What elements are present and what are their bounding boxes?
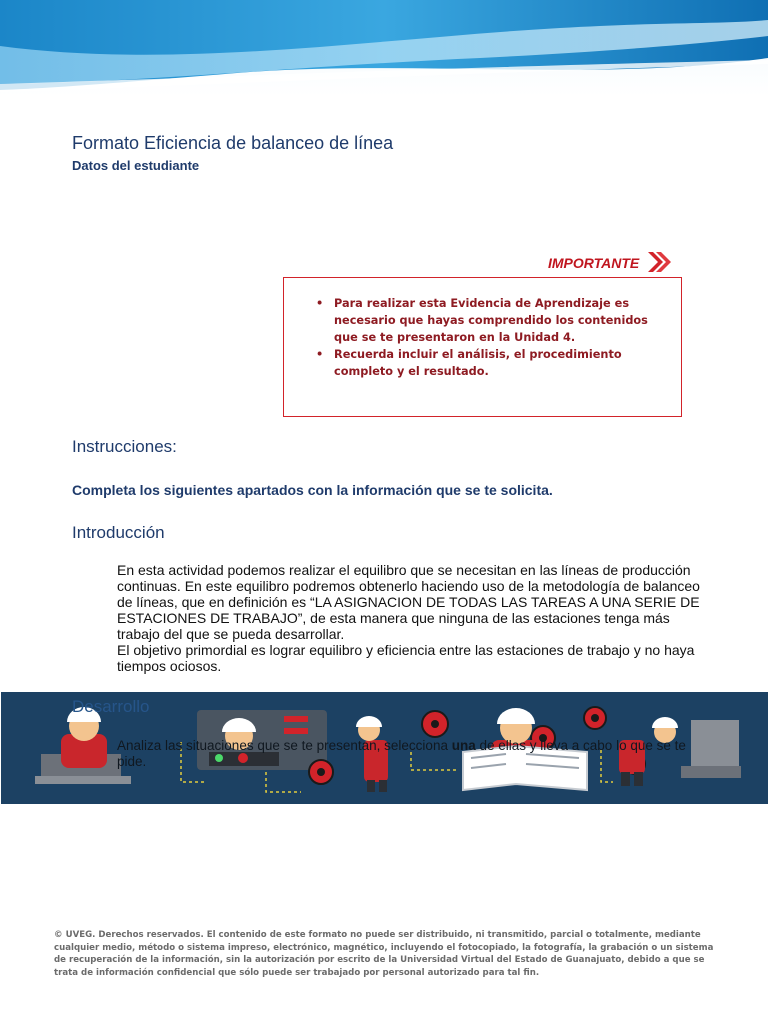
page-title: Formato Eficiencia de balanceo de línea xyxy=(72,133,394,153)
bullet-icon: • xyxy=(316,297,324,310)
development-text xyxy=(117,738,702,770)
important-item-1: Para realizar esta Evidencia de Aprendizaje es necesario que hayas comprendido los contenidos que se te presentaron en la Unidad 4. xyxy=(334,297,648,344)
important-list xyxy=(316,295,651,380)
list-item xyxy=(316,295,651,346)
student-data-subtitle: Datos del estudiante xyxy=(72,158,200,173)
introduction-body xyxy=(117,562,707,674)
development-text-part-1: Analiza las situaciones que se te presentan, selecciona xyxy=(117,738,452,753)
development-heading: Desarrollo xyxy=(72,697,150,716)
double-chevron-right-icon xyxy=(646,250,674,274)
important-item-2: Recuerda incluir el análisis, el procedimiento completo y el resultado. xyxy=(334,348,622,378)
bullet-icon: • xyxy=(316,348,324,361)
important-label: IMPORTANTE xyxy=(548,255,640,271)
introduction-paragraph-2: El objetivo primordial es lograr equilibro y eficiencia entre las estaciones de trabajo y no haya tiempos ociosos. xyxy=(117,642,695,674)
list-item xyxy=(316,346,651,380)
blue-wave-banner-icon xyxy=(0,0,768,96)
introduction-heading: Introducción xyxy=(72,523,165,542)
development-text-emphasis: una xyxy=(451,738,476,753)
instructions-heading: Instrucciones: xyxy=(72,437,177,456)
header-banner xyxy=(0,0,768,96)
copyright-footer: © UVEG. Derechos reservados. El contenido de este formato no puede ser distribuido, ni transmitido, parcial o totalmente, mediante cualquier medio, método o sistema impreso, electrónico, magnético, incluyendo el fotocopiado, la fotografía, la grabación o un sistema de recuperación de la información, sin la autorización por escrito de la Universidad Virtual del Estado de Guanajuato, debido a que se trata de información confidencial que sólo puede ser trabajado por personal autorizado para tal fin. xyxy=(54,930,714,978)
instructions-text: Completa los siguientes apartados con la información que se te solicita. xyxy=(72,482,553,498)
development-text-part-2: de ellas y lleva a cabo lo que se te pide. xyxy=(117,738,686,769)
introduction-paragraph-1: En esta actividad podemos realizar el equilibro que se necesitan en las líneas de producción continuas. En este equilibro podremos obtenerlo haciendo uso de la metodología de balanceo de líneas, que en definición es “LA ASIGNACION DE TODAS LAS TAREAS A UNA SERIE DE ESTACIONES DE TRABAJO”, de esta manera que ninguna de las estaciones tenga más trabajo del que se pueda desarrollar. xyxy=(117,562,700,642)
